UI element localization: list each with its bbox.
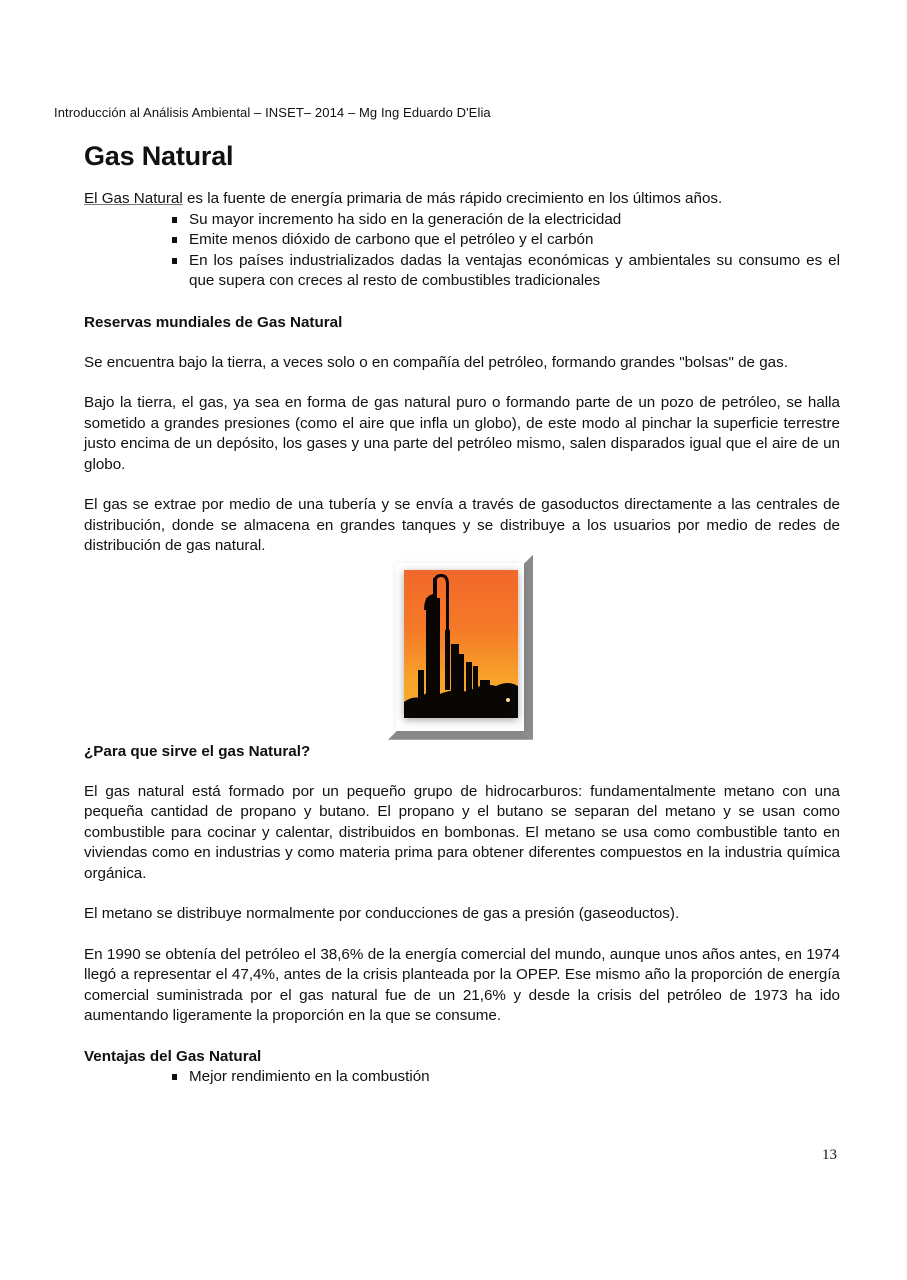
bullet-item: Mejor rendimiento en la combustión	[172, 1067, 840, 1087]
intro-bullet-list	[84, 210, 840, 292]
bullet-item: En los países industrializados dadas la ventajas económicas y ambientales su consumo es el que supera con creces al resto de combustibles tradicionales	[172, 251, 840, 292]
page-number: 13	[822, 1147, 837, 1163]
page-content	[84, 138, 840, 1087]
intro-rest: es la fuente de energía primaria de más rápido crecimiento en los últimos años.	[182, 190, 723, 207]
paragraph: Bajo la tierra, el gas, ya sea en forma de gas natural puro o formando parte de un pozo de petróleo, se halla sometido a grandes presiones (como el aire que infla un globo), de este modo al pinchar la superficie terrestre justo encima de un depósito, los gases y una parte del petróleo mismo, salen disparados igual que el aire de un globo.	[84, 394, 840, 473]
frame-bevel-bottom	[388, 731, 533, 740]
figure-refinery	[84, 557, 840, 742]
paragraph: Se encuentra bajo la tierra, a veces solo o en compañía del petróleo, formando grandes "bolsas" de gas.	[84, 353, 788, 371]
running-header: Introducción al Análisis Ambiental – INSET– 2014 – Mg Ing Eduardo D'Elia	[54, 105, 491, 120]
paragraph: El metano se distribuye normalmente por conducciones de gas a presión (gaseoductos).	[84, 905, 680, 923]
section-heading-para-que-sirve: ¿Para que sirve el gas Natural?	[84, 742, 311, 760]
bullet-item: Emite menos dióxido de carbono que el petróleo y el carbón	[172, 230, 840, 250]
refinery-photo	[404, 570, 518, 718]
page-title: Gas Natural	[84, 141, 234, 171]
frame-bevel-right	[524, 555, 533, 740]
ventajas-bullet-list	[84, 1067, 840, 1087]
paragraph: En 1990 se obtenía del petróleo el 38,6% de la energía comercial del mundo, aunque unos años antes, en 1974 llegó a representar el 47,4%, antes de la crisis planteada por la OPEP. Ese mismo año la proporción de energía comercial suministrada por el gas natural fue de un 21,6% y desde la crisis del petróleo de 1973 ha ido aumentando ligeramente la proporción en la que se consume.	[84, 945, 840, 1025]
intro-lead: El Gas Natural	[84, 190, 183, 207]
paragraph: El gas se extrae por medio de una tubería y se envía a través de gasoductos directamente a las centrales de distribución, donde se almacena en grandes tanques y se distribuye a los usuarios por medio de redes de distribución de gas natural.	[84, 496, 840, 555]
intro-paragraph	[84, 189, 840, 210]
bullet-item: Su mayor incremento ha sido en la generación de la electricidad	[172, 210, 840, 230]
section-heading-reservas: Reservas mundiales de Gas Natural	[84, 313, 343, 331]
refinery-silhouette-icon	[404, 570, 518, 718]
section-heading-ventajas: Ventajas del Gas Natural	[84, 1047, 262, 1065]
paragraph: El gas natural está formado por un pequeño grupo de hidrocarburos: fundamentalmente metano con una pequeña cantidad de propano y butano. El propano y el butano se separan del metano y se usan como combustible para cocinar y calentar, distribuidos en bombonas. El metano se usa como combustible tanto en viviendas como en industrias y como materia prima para obtener diferentes compuestos en la industria química orgánica.	[84, 782, 840, 882]
